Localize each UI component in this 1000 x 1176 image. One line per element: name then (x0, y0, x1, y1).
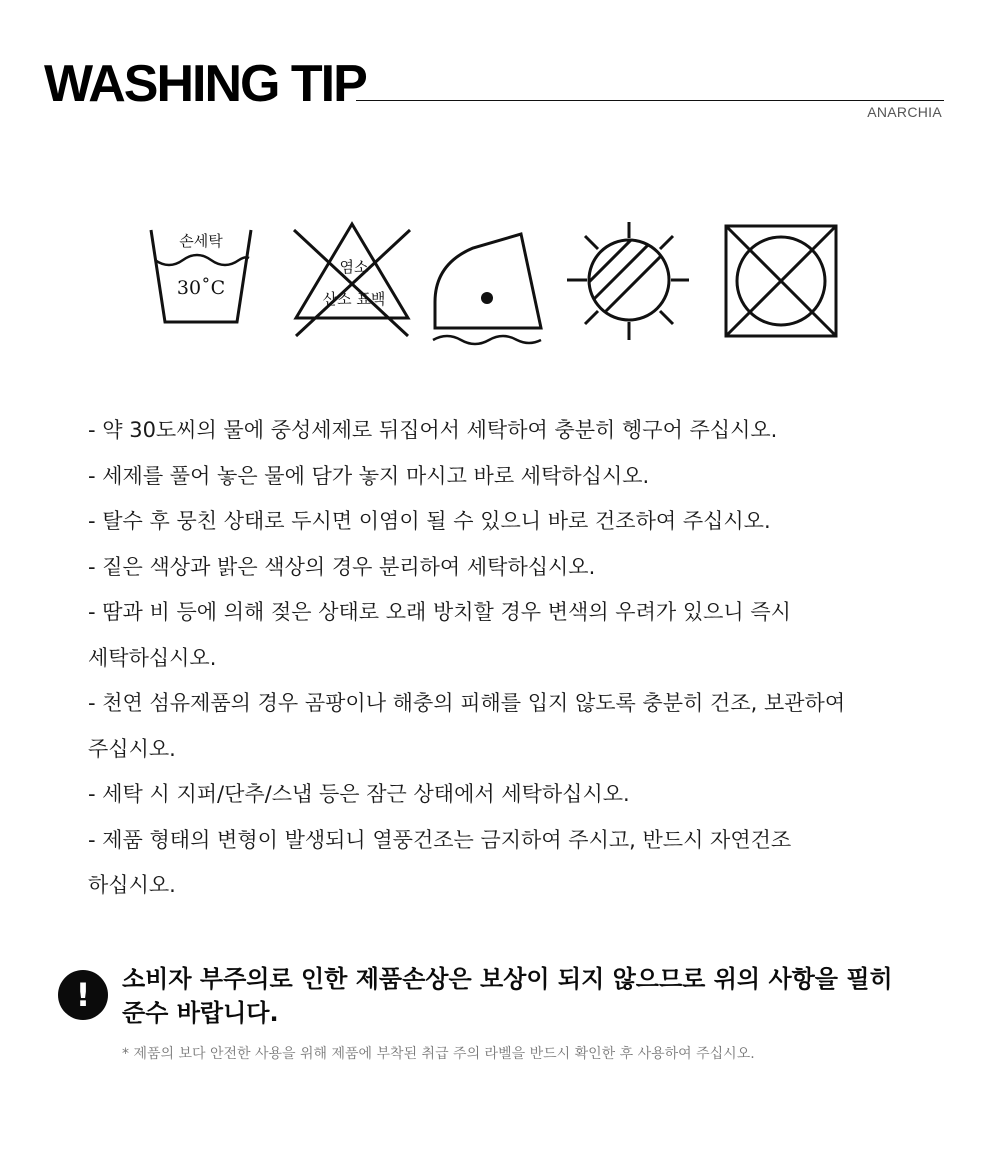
no-sun-dry-icon (565, 218, 695, 346)
instruction-line: 세탁하십시오. (88, 645, 217, 670)
warning-line: 준수 바랍니다. (122, 999, 279, 1027)
instruction-line: - 세제를 풀어 놓은 물에 담가 놓지 마시고 바로 세탁하십시오. (88, 463, 650, 488)
hand-wash-label: 손세탁 (179, 232, 223, 250)
bleach-label-top: 염소 (339, 258, 369, 276)
no-tumble-dry-icon (723, 218, 841, 338)
instruction-line: - 짙은 색상과 밝은 색상의 경우 분리하여 세탁하십시오. (88, 554, 596, 579)
wash-temperature: 30˚C (176, 277, 226, 299)
warning-message (122, 962, 962, 1030)
instruction-line: 주십시오. (88, 736, 176, 761)
instruction-line: - 천연 섬유제품의 경우 곰팡이나 해충의 피해를 입지 않도록 충분히 건조, 보관하여 (88, 691, 846, 715)
iron-icon (429, 218, 547, 346)
no-bleach-icon (290, 218, 415, 340)
instruction-line: - 약 30도씨의 물에 중성세제로 뒤집어서 세탁하여 충분히 헹구어 주십시오. (88, 418, 778, 442)
warning-icon (58, 970, 108, 1020)
instruction-line: - 탈수 후 뭉친 상태로 두시면 이염이 될 수 있으니 바로 건조하여 주십시오. (88, 509, 771, 533)
hand-wash-icon (145, 218, 257, 328)
care-symbols (145, 218, 845, 348)
instruction-line: - 세탁 시 지퍼/단추/스냅 등은 잠근 상태에서 세탁하십시오. (88, 782, 630, 806)
title-divider (356, 100, 944, 101)
instruction-line: - 제품 형태의 변형이 발생되니 열풍건조는 금지하여 주시고, 반드시 자연건조 (88, 827, 792, 852)
instruction-line: 하십시오. (88, 873, 176, 897)
washing-instructions (88, 408, 948, 909)
warning-line: 소비자 부주의로 인한 제품손상은 보상이 되지 않으므로 위의 사항을 필히 (122, 965, 893, 993)
exclamation-mark: ! (75, 976, 91, 1014)
brand-name: ANARCHIA (867, 104, 942, 120)
warning-note: * 제품의 보다 안전한 사용을 위해 제품에 부착된 취급 주의 라벨을 반드시 확인한 후 사용하여 주십시오. (122, 1046, 755, 1062)
page-title: WASHING TIP (44, 55, 366, 113)
bleach-label-bottom: 산소 표백 (322, 290, 386, 308)
instruction-line: - 땀과 비 등에 의해 젖은 상태로 오래 방치할 경우 변색의 우려가 있으니 즉시 (88, 600, 791, 624)
